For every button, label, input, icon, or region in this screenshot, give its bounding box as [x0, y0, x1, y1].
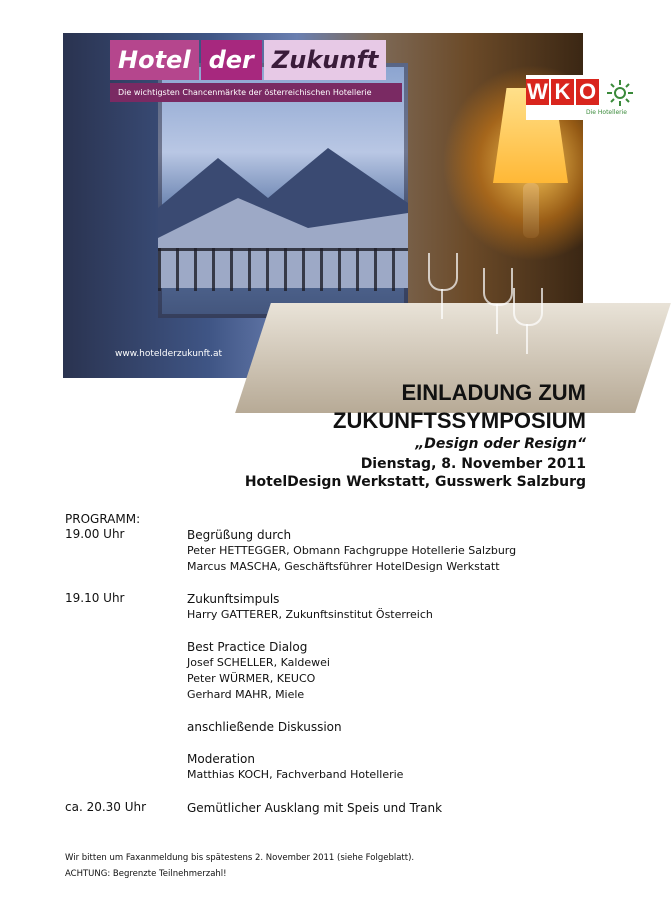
- program-line: Harry GATTERER, Zukunftsinstitut Österreich: [187, 608, 433, 621]
- banner-title-part: Zukunft: [264, 40, 387, 80]
- program-line: Gerhard MAHR, Miele: [187, 688, 305, 701]
- program-line: Gemütlicher Ausklang mit Speis und Trank: [187, 801, 443, 815]
- program-line: anschließende Diskussion: [187, 720, 342, 734]
- wko-logo: [526, 75, 641, 120]
- sun-icon: [606, 79, 634, 107]
- event-venue: HotelDesign Werkstatt, Gusswerk Salzburg: [244, 474, 586, 490]
- program-line: Moderation: [187, 752, 255, 766]
- program-line: Marcus MASCHA, Geschäftsführer HotelDesign Werkstatt: [187, 560, 500, 573]
- program-line: Josef SCHELLER, Kaldewei: [187, 656, 330, 669]
- banner-title-part: Hotel: [110, 40, 199, 80]
- footer: [65, 850, 414, 882]
- event-date: Dienstag, 8. November 2011: [360, 456, 586, 472]
- wine-glass: [483, 268, 513, 306]
- lamp-base: [523, 183, 539, 238]
- program-entry: [187, 719, 607, 735]
- program-line: Matthias KOCH, Fachverband Hotellerie: [187, 768, 404, 781]
- banner-url: www.hotelderzukunft.at: [115, 349, 223, 359]
- wko-letter: K: [551, 79, 574, 105]
- program-time: 19.10 Uhr: [65, 591, 125, 605]
- wko-letter: W: [527, 79, 548, 104]
- program-entry: [187, 527, 607, 575]
- heading-line-2: ZUKUNFTSSYMPOSIUM: [333, 408, 586, 433]
- program-entry: [187, 591, 607, 623]
- program-entry: [187, 800, 607, 816]
- program-time: 19.00 Uhr: [65, 527, 125, 541]
- program-time: ca. 20.30 Uhr: [65, 800, 147, 814]
- program-entry: [187, 751, 607, 783]
- wko-letter: O: [576, 79, 599, 105]
- motto: „Design oder Resign“: [415, 436, 586, 452]
- footer-attention-note: ACHTUNG: Begrenzte Teilnehmerzahl!: [65, 869, 227, 879]
- program-line: Begrüßung durch: [187, 528, 292, 542]
- footer-registration-note: Wir bitten um Faxanmeldung bis spätestens 2. November 2011 (siehe Folgeblatt).: [65, 853, 415, 863]
- program-line: Peter HETTEGGER, Obmann Fachgruppe Hotellerie Salzburg: [187, 544, 517, 557]
- program-label: PROGRAMM:: [65, 512, 141, 526]
- banner-title-part: der: [201, 40, 262, 80]
- heading-line-1: EINLADUNG ZUM: [401, 380, 586, 405]
- wine-glass: [513, 288, 543, 326]
- wko-subtitle: Die Hotellerie: [586, 109, 627, 116]
- program-line: Best Practice Dialog: [187, 640, 308, 654]
- balcony-railing: [158, 248, 408, 291]
- program-line: Zukunftsimpuls: [187, 592, 280, 606]
- wine-glass: [428, 253, 458, 291]
- program-line: Peter WÜRMER, KEUCO: [187, 672, 316, 685]
- banner-photo: [63, 33, 627, 378]
- program-entry: [187, 639, 607, 703]
- banner-subtitle: Die wichtigsten Chancenmärkte der österreichischen Hotellerie: [110, 83, 402, 102]
- banner-title: [110, 40, 386, 80]
